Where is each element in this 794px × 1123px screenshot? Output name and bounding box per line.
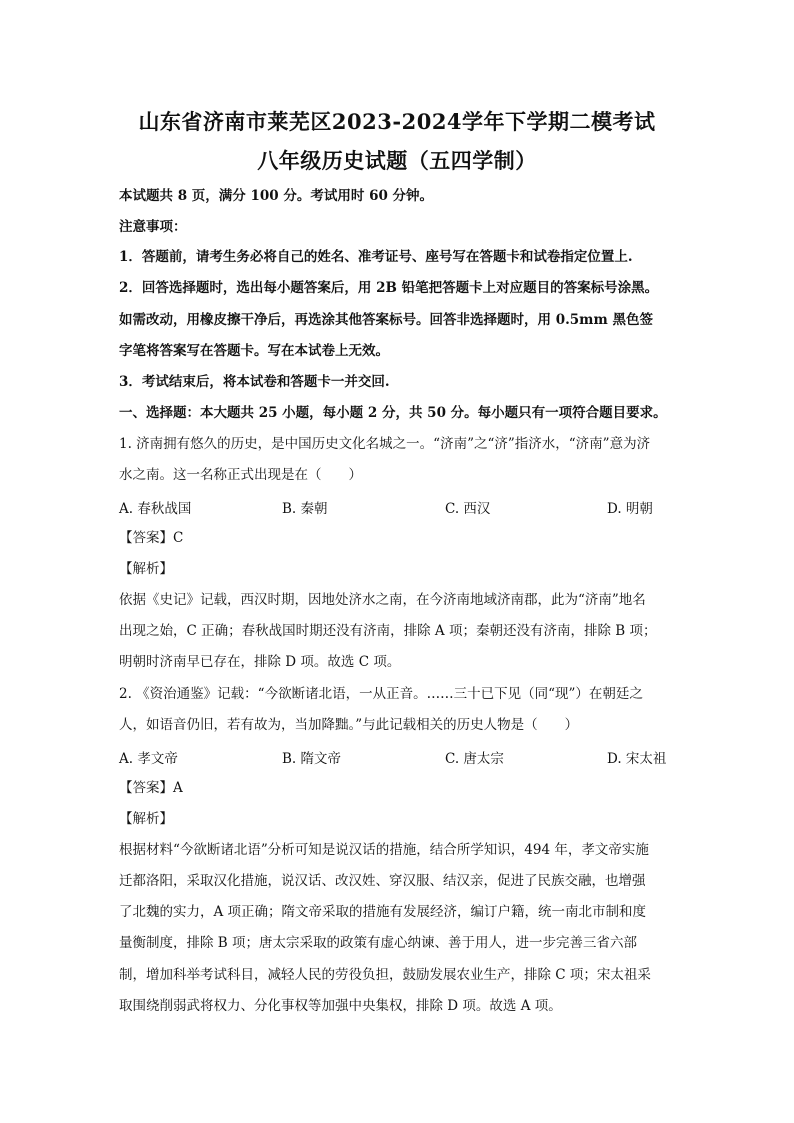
q1-stem-line-1: 1. 济南拥有悠久的历史，是中国历史文化名城之一。“济南”之“济”指济水，“济南”意为济 (119, 436, 651, 452)
document-subtitle: 八年级历史试题（五四学制） (257, 148, 537, 173)
notes-heading: 注意事项： (119, 219, 187, 235)
q2-answer: 【答案】A (119, 780, 183, 796)
exam-info: 本试题共 8 页，满分 100 分。考试用时 60 分钟。 (119, 188, 434, 204)
q1-analysis-line-3: 明朝时济南早已存在，排除 D 项。故选 C 项。 (119, 654, 401, 670)
q2-analysis-line-4: 量衡制度，排除 B 项；唐太宗采取的政策有虚心纳谏、善于用人，进一步完善三省六部 (119, 935, 638, 951)
q2-analysis-line-1: 根据材料“今欲断诸北语”分析可知是说汉话的措施，结合所学知识，494 年，孝文帝实施 (119, 842, 649, 858)
note-2-line-1: 2．回答选择题时，选出每小题答案后，用 2B 铅笔把答题卡上对应题目的答案标号涂黑。 (119, 280, 659, 296)
q2-analysis-line-5: 制，增加科举考试科目，减轻人民的劳役负担，鼓励发展农业生产，排除 C 项；宋太祖采 (119, 967, 651, 983)
note-1: 1．答题前，请考生务必将自己的姓名、准考证号、座号写在答题卡和试卷指定位置上. (119, 249, 633, 265)
section-heading: 一、选择题：本大题共 25 小题，每小题 2 分，共 50 分。每小题只有一项符合题目要求。 (119, 405, 667, 421)
q1-analysis-label: 【解析】 (119, 561, 173, 577)
q1-option-a: A. 春秋战国 (119, 501, 192, 517)
q1-analysis-line-1: 依据《史记》记载，西汉时期，因地处济水之南，在今济南地域济南郡，此为“济南”地名 (119, 592, 646, 608)
q2-option-d: D. 宋太祖 (607, 751, 667, 767)
q2-stem-line-1: 2. 《资治通鉴》记载：“今欲断诸北语，一从正音。……三十已下见（同“现”）在朝廷之 (119, 686, 643, 702)
q2-analysis-line-6: 取围绕削弱武将权力、分化事权等加强中央集权，排除 D 项。故选 A 项。 (119, 998, 562, 1014)
document-title: 山东省济南市莱芜区2023-2024学年下学期二模考试 (138, 109, 656, 134)
q1-option-d: D. 明朝 (607, 501, 653, 517)
q2-option-a: A. 孝文帝 (119, 751, 178, 767)
q2-analysis-label: 【解析】 (119, 811, 173, 827)
q2-analysis-line-2: 迁都洛阳，采取汉化措施，说汉话、改汉姓、穿汉服、结汉亲，促进了民族交融，也增强 (119, 873, 646, 889)
q2-option-c: C. 唐太宗 (445, 751, 504, 767)
note-2-line-2: 如需改动，用橡皮擦干净后，再选涂其他答案标号。回答非选择题时，用 0.5mm 黑色签 (119, 312, 653, 328)
q2-stem-line-2: 人，如语音仍旧，若有故为，当加降黜。”与此记载相关的历史人物是（ ） (119, 717, 579, 733)
q1-option-c: C. 西汉 (445, 501, 491, 517)
note-2-line-3: 字笔将答案写在答题卡。写在本试卷上无效。 (119, 343, 389, 359)
q2-option-b: B. 隋文帝 (282, 751, 342, 767)
q1-option-b: B. 秦朝 (282, 501, 328, 517)
q1-stem-line-2: 水之南。这一名称正式出现是在（ ） (119, 467, 362, 483)
note-3: 3．考试结束后，将本试卷和答题卡一并交回. (119, 374, 390, 390)
q1-analysis-line-2: 出现之始，C 正确；春秋战国时期还没有济南，排除 A 项；秦朝还没有济南，排除 B 项； (119, 623, 657, 639)
q2-analysis-line-3: 了北魏的实力，A 项正确；隋文帝采取的措施有发展经济，编订户籍，统一南北市制和度 (119, 904, 647, 920)
q1-answer: 【答案】C (119, 530, 184, 546)
